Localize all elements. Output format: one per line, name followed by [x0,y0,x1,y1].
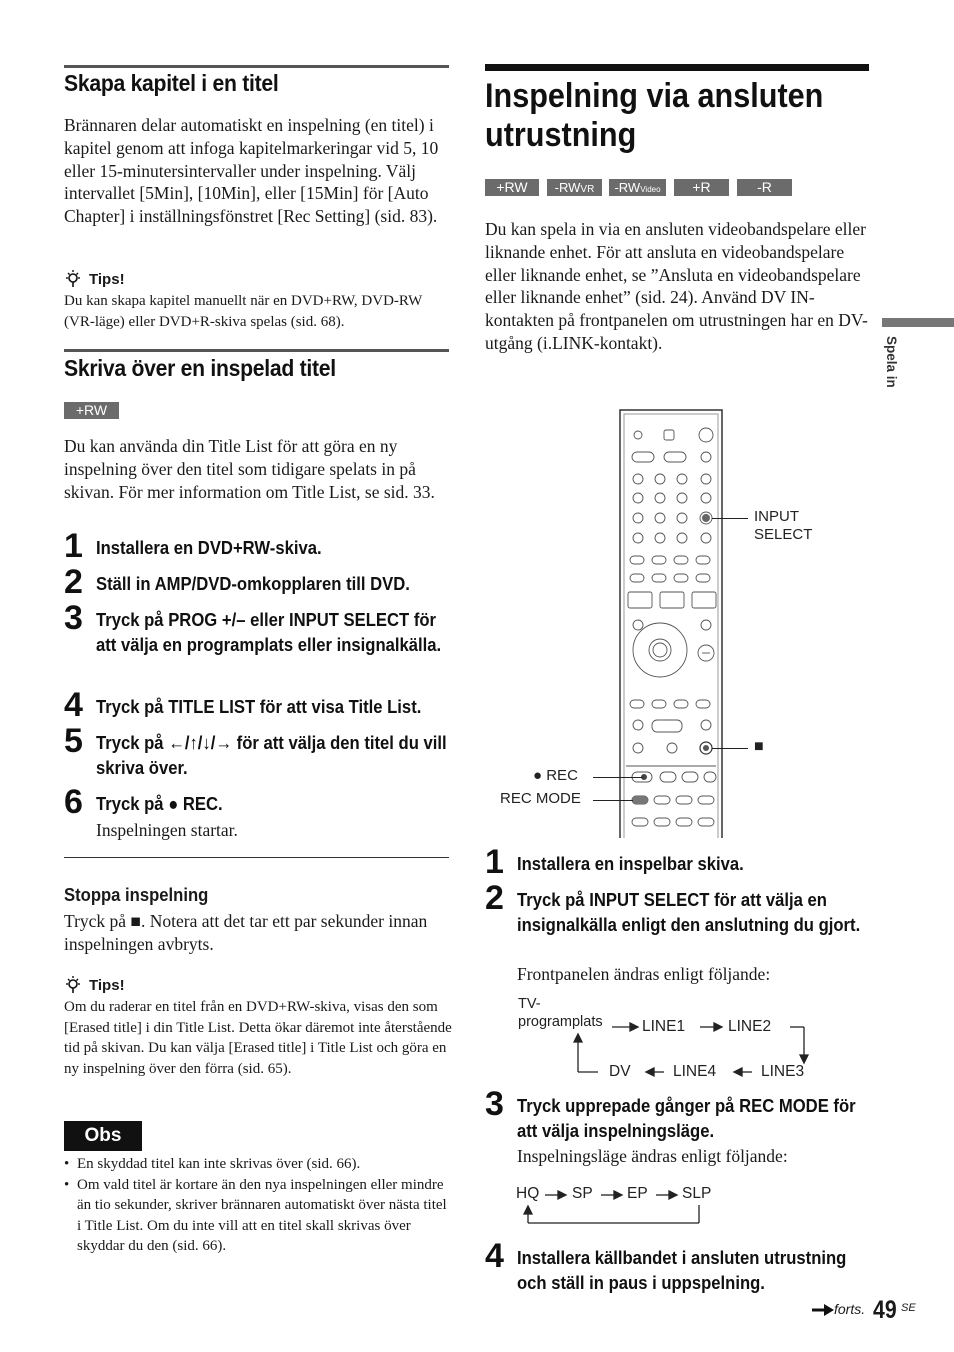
section-body: Brännaren delar automatiskt en inspelning (en titel) i kapitel genom att infoga kapitelmarkeringar vid 5, 10 eller 15-minutersintervaller under inspelning. Välj intervallet [5Min], [10Min], eller [15Min] för [Auto Chapter] i inställningsfönstret [Rec Setting] (sid. 83). [64,115,439,227]
section-body: Du kan använda din Title List för att göra en ny inspelning över den titel som tidigare spelats in på skivan. För mer information om Title List, se sid. 33. [64,436,435,502]
step-number: 2 [485,879,504,917]
sidebar-label: Spela in [884,336,899,388]
chapter-title: Inspelning via ansluten utrustning [485,77,824,154]
diagram-label: LINE3 [761,1063,805,1080]
diagram-label: TV-programplats [518,996,603,1030]
step-text: Tryck på PROG +/– eller INPUT SELECT för att välja en programplats eller insignalkälla. [96,609,442,655]
obs-label: Obs [64,1121,142,1151]
step-text: Tryck på ● REC. [96,793,223,814]
disc-badge [609,179,666,196]
step-text: Ställ in AMP/DVD-omkopplaren till DVD. [96,573,410,594]
arrow-right-icon [812,1303,834,1322]
diagram-label: EP [627,1185,648,1202]
subsection-title: Stoppa inspelning [64,884,209,905]
section-rule [64,349,449,352]
section-title: Skriva över en inspelad titel [64,355,336,381]
diagram-label: SLP [682,1185,712,1202]
chapter-rule [485,64,869,71]
rec-mode-cycle-diagram [516,1184,716,1229]
step-number: 2 [64,563,83,601]
input-cycle-diagram [518,995,818,1085]
rec-label: ● REC [533,767,578,784]
disc-badge: +R [674,179,729,196]
step-text: Installera källbandet i ansluten utrustning och ställ in paus i uppspelning. [517,1247,847,1293]
input-select-label: INPUT SELECT [754,508,813,543]
step-text: Installera en DVD+RW-skiva. [96,537,322,558]
section-rule [64,65,449,68]
diagram-label: DV [609,1063,631,1080]
continued-label: forts. [834,1301,866,1317]
obs-list [64,1154,454,1257]
step-text: Tryck på INPUT SELECT för att välja en insignalkälla enligt den anslutning du gjort. [517,889,861,935]
step-number: 6 [64,783,83,821]
step-number: 3 [64,599,83,637]
step-text: Installera en inspelbar skiva. [517,853,744,874]
badge-text: -RWVR [554,180,595,195]
step-number: 1 [64,527,83,565]
intro-text: Du kan spela in via en ansluten videobandspelare eller liknande enhet. För att ansluta en videobandspelare eller liknande enhet, se ”Ansluta en videobandspelare eller liknande enhet” (sid. 24). Använd DV IN-kontakten på frontpanelen om utrustningen har en DV-utgång (i.LINK-kontakt). [485,219,868,353]
step-number: 4 [64,686,83,724]
step-subtext: Inspelningsläge ändras enligt följande: [517,1146,788,1166]
page-number: 49 [873,1296,897,1324]
disc-badge [547,179,602,196]
tips-text: Du kan skapa kapitel manuellt när en DVD+RW, DVD-RW (VR-läge) eller DVD+R-skiva spelas (sid. 68). [64,293,422,330]
diagram-arrows [516,1184,716,1229]
diagram-label: LINE4 [673,1063,717,1080]
stop-label: ■ [754,738,764,755]
callout-line [593,777,643,778]
diagram-label: LINE2 [728,1018,772,1035]
diagram-label: SP [572,1185,593,1202]
step-number: 5 [64,722,83,760]
tips-label: Tips! [89,271,125,288]
step-number: 1 [485,843,504,881]
step-subtext: Frontpanelen ändras enligt följande: [517,964,771,984]
callout-line [593,800,633,801]
diagram-label: LINE1 [642,1018,686,1035]
step-number: 4 [485,1237,504,1275]
disc-badge: -R [737,179,792,196]
callout-line [712,748,748,749]
badge-text: -RWVideo [614,180,661,195]
divider [64,857,449,858]
sidebar-tab [882,318,954,327]
step-subtext: Inspelningen startar. [96,820,238,840]
diagram-label: HQ [516,1185,540,1202]
list-item: • Om vald titel är kortare än den nya inspelningen eller mindre än tio sekunder, skriver brännaren automatiskt över nästa titel i Title List. Om du inte vill att en titel skall skrivas över skyddar du den (sid. 66). [64,1175,454,1257]
subsection-body: Tryck på ■. Notera att det tar ett par sekunder innan inspelningen avbryts. [64,911,428,954]
disc-badge: +RW [64,402,119,419]
rec-mode-label: REC MODE [500,790,581,807]
tips-label: Tips! [89,977,125,994]
step-text: Tryck upprepade gånger på REC MODE för att välja inspelningsläge. [517,1095,856,1141]
tips-text: Om du raderar en titel från en DVD+RW-skiva, visas den som [Erased title] i din Title List. Detta ökar däremot inte återstående tid på skivan. Du kan välja [Erased title] i Title List och göra en ny inspelning över den förra (sid. 65). [64,999,452,1077]
page-suffix: SE [901,1302,916,1314]
step-text: Tryck på TITLE LIST för att visa Title List. [96,696,422,717]
callout-line [712,518,748,519]
section-title: Skapa kapitel i en titel [64,70,279,96]
disc-badge: +RW [485,179,539,196]
diagram-arrows [518,995,818,1085]
step-text: Tryck på ←/↑/↓/→ för att välja den titel du vill skriva över. [96,732,447,778]
list-item: • En skyddad titel kan inte skrivas över (sid. 66). [64,1154,454,1175]
step-number: 3 [485,1085,504,1123]
